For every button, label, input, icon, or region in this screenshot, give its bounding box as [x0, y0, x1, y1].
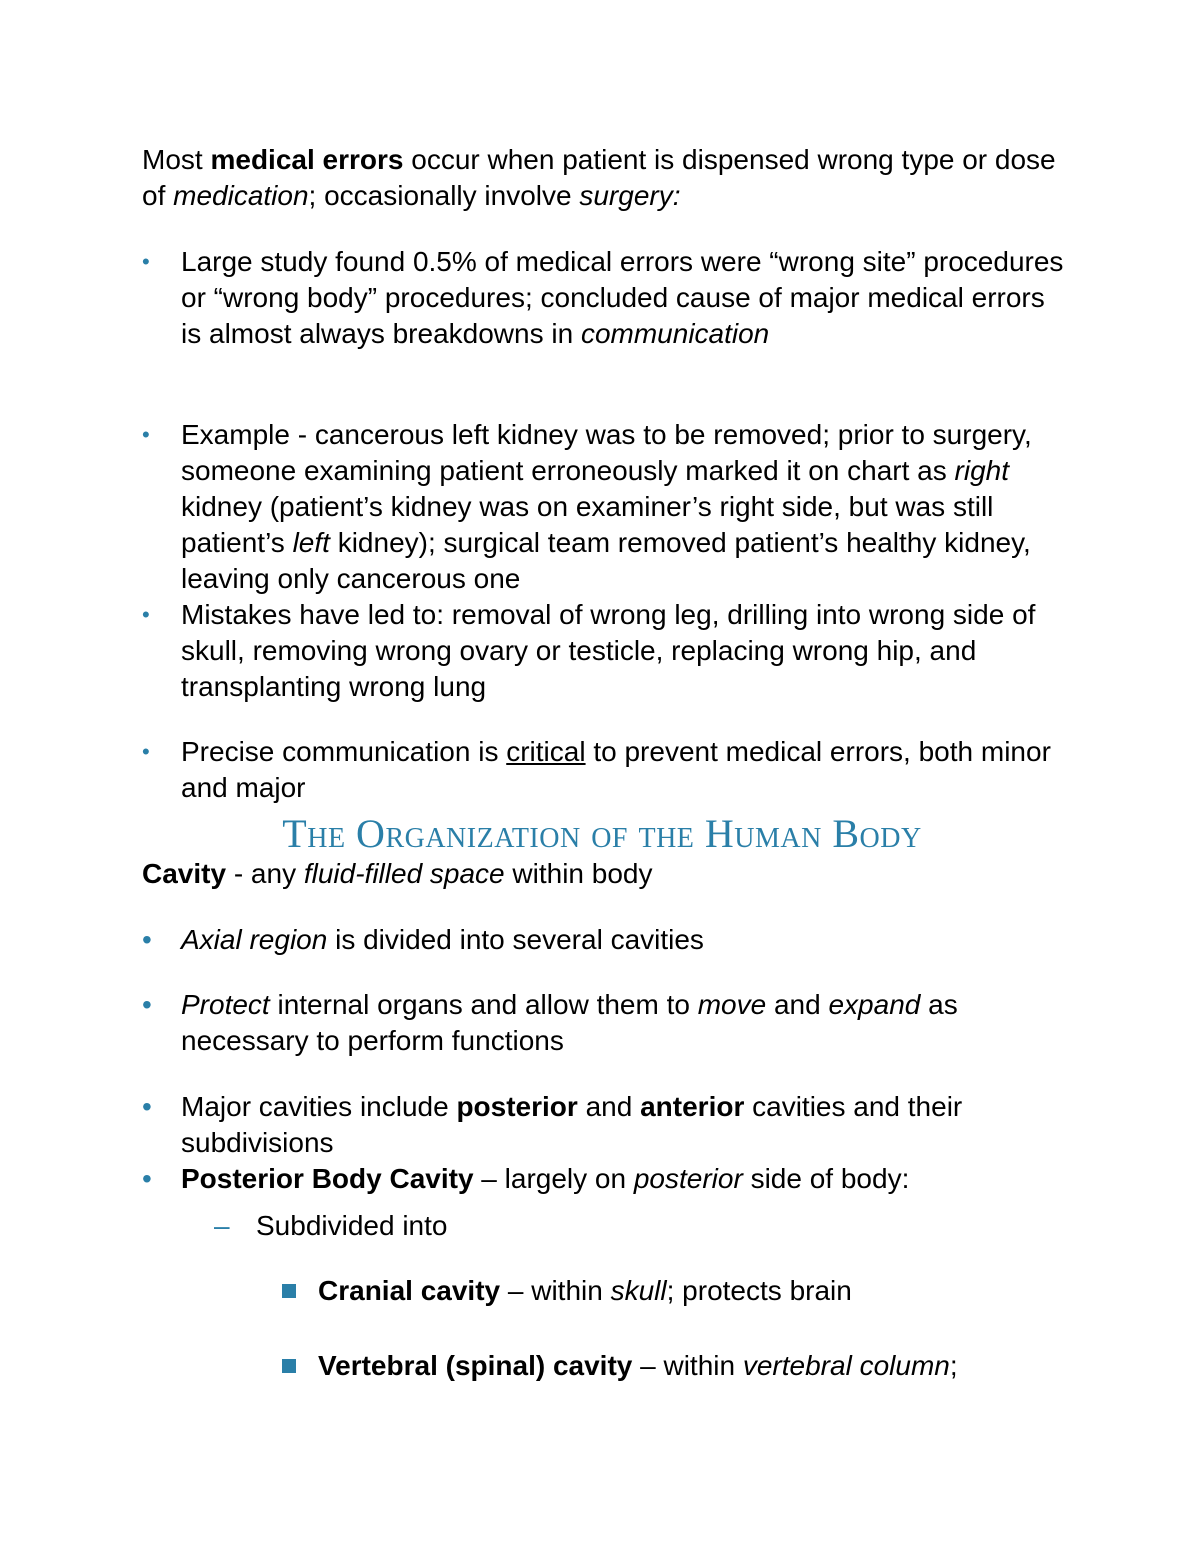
list-item-text: [181, 1089, 1072, 1161]
italic-text: Protect: [181, 989, 270, 1020]
italic-text: fluid-filled space: [303, 858, 505, 889]
section-heading: The Organization of the Human Body: [282, 811, 922, 856]
intro-text: Most: [142, 144, 211, 175]
italic-text: right: [954, 455, 1009, 486]
bullet-dot-icon: •: [142, 1091, 152, 1122]
bold-text: Vertebral (spinal) cavity: [318, 1350, 633, 1381]
list-item: [142, 417, 1072, 597]
bullet-dot-icon: •: [142, 989, 152, 1020]
bold-text: Cavity: [142, 858, 227, 889]
underlined-text: critical: [506, 736, 586, 767]
text-run: ;: [949, 1350, 958, 1381]
square-bullet-icon: [282, 1359, 296, 1373]
italic-text: communication: [580, 318, 770, 349]
list-item: [142, 922, 1072, 958]
text-run: is divided into several cavities: [327, 924, 704, 955]
bold-text: Posterior Body Cavity: [181, 1163, 474, 1194]
list-item-text: [181, 417, 1072, 597]
sub-list-item-text: Subdivided into: [256, 1210, 448, 1241]
list-item: [142, 734, 1072, 806]
list-item-text: [181, 597, 1072, 705]
list-item: [142, 1089, 1072, 1161]
text-run: internal organs and allow them to: [269, 989, 698, 1020]
text-run: and: [766, 989, 829, 1020]
sub-list-item: [214, 1208, 1064, 1244]
text-run: – largely on: [473, 1163, 634, 1194]
text-run: to prevent medical errors, both minor and major: [181, 736, 1051, 803]
text-run: Example - cancerous left kidney was to be removed; prior to surgery, someone examining patient erroneously marked it on chart as: [181, 419, 1032, 486]
bullet-dot-icon: •: [142, 602, 150, 627]
text-run: Precise communication is: [181, 736, 507, 767]
list-item: [142, 244, 1072, 352]
italic-text: vertebral column: [742, 1350, 950, 1381]
intro-bold-medical-errors: medical errors: [210, 144, 404, 175]
bullet-dot-icon: •: [142, 1163, 152, 1194]
italic-text: move: [697, 989, 767, 1020]
text-run: Mistakes have led to: removal of wrong leg, drilling into wrong side of skull, removing wrong ovary or testicle, replacing wrong hip, and transplanting wrong lung: [181, 599, 1036, 702]
sub-sub-list-item: [282, 1348, 1082, 1384]
list-item-text: [181, 1161, 1072, 1197]
text-run: kidney (patient’s kidney was on examiner’s right side, but was still patient’s: [181, 491, 994, 558]
bold-text: Cranial cavity: [318, 1275, 501, 1306]
dash-bullet-icon: –: [214, 1210, 230, 1241]
text-run: within body: [504, 858, 653, 889]
bullet-dot-icon: •: [142, 924, 152, 955]
text-run: ; protects brain: [666, 1275, 852, 1306]
list-item-text: [318, 1273, 1082, 1309]
text-run: Large study found 0.5% of medical errors were “wrong site” procedures or “wrong body” procedures; concluded cause of major medical errors is almost always breakdowns in: [181, 246, 1064, 349]
list-item: [142, 987, 1072, 1059]
bullet-dot-icon: •: [142, 739, 150, 764]
italic-text: left: [292, 527, 330, 558]
text-run: kidney); surgical team removed patient’s healthy kidney, leaving only cancerous one: [181, 527, 1031, 594]
list-item: [142, 1161, 1072, 1197]
italic-text: Axial region: [181, 924, 328, 955]
list-item-text: [181, 987, 1072, 1059]
text-run: – within: [500, 1275, 611, 1306]
list-item-text: [318, 1348, 1082, 1384]
text-run: – within: [632, 1350, 743, 1381]
bullet-dot-icon: •: [142, 249, 150, 274]
list-item-text: [181, 922, 1072, 958]
bold-text: posterior: [456, 1091, 578, 1122]
text-run: side of body:: [742, 1163, 910, 1194]
intro-italic-medication: medication: [173, 180, 309, 211]
list-item-text: [181, 734, 1072, 806]
intro-text: ; occasionally involve: [308, 180, 580, 211]
italic-text: posterior: [633, 1163, 743, 1194]
italic-text: expand: [828, 989, 921, 1020]
cavity-definition: [142, 856, 1072, 892]
list-item-text: [181, 244, 1072, 352]
intro-paragraph: [142, 142, 1072, 214]
sub-sub-list-item: [282, 1273, 1082, 1309]
intro-italic-surgery: surgery:: [579, 180, 681, 211]
text-run: as necessary to perform functions: [181, 989, 958, 1056]
square-bullet-icon: [282, 1284, 296, 1298]
text-run: and: [577, 1091, 641, 1122]
list-item: [142, 597, 1072, 705]
bullet-dot-icon: •: [142, 422, 150, 447]
text-run: cavities and their subdivisions: [181, 1091, 963, 1158]
text-run: Major cavities include: [181, 1091, 457, 1122]
intro-text: occur when patient is dispensed wrong type or dose of: [142, 144, 1056, 211]
bold-text: anterior: [640, 1091, 745, 1122]
italic-text: skull: [610, 1275, 667, 1306]
text-run: - any: [226, 858, 304, 889]
